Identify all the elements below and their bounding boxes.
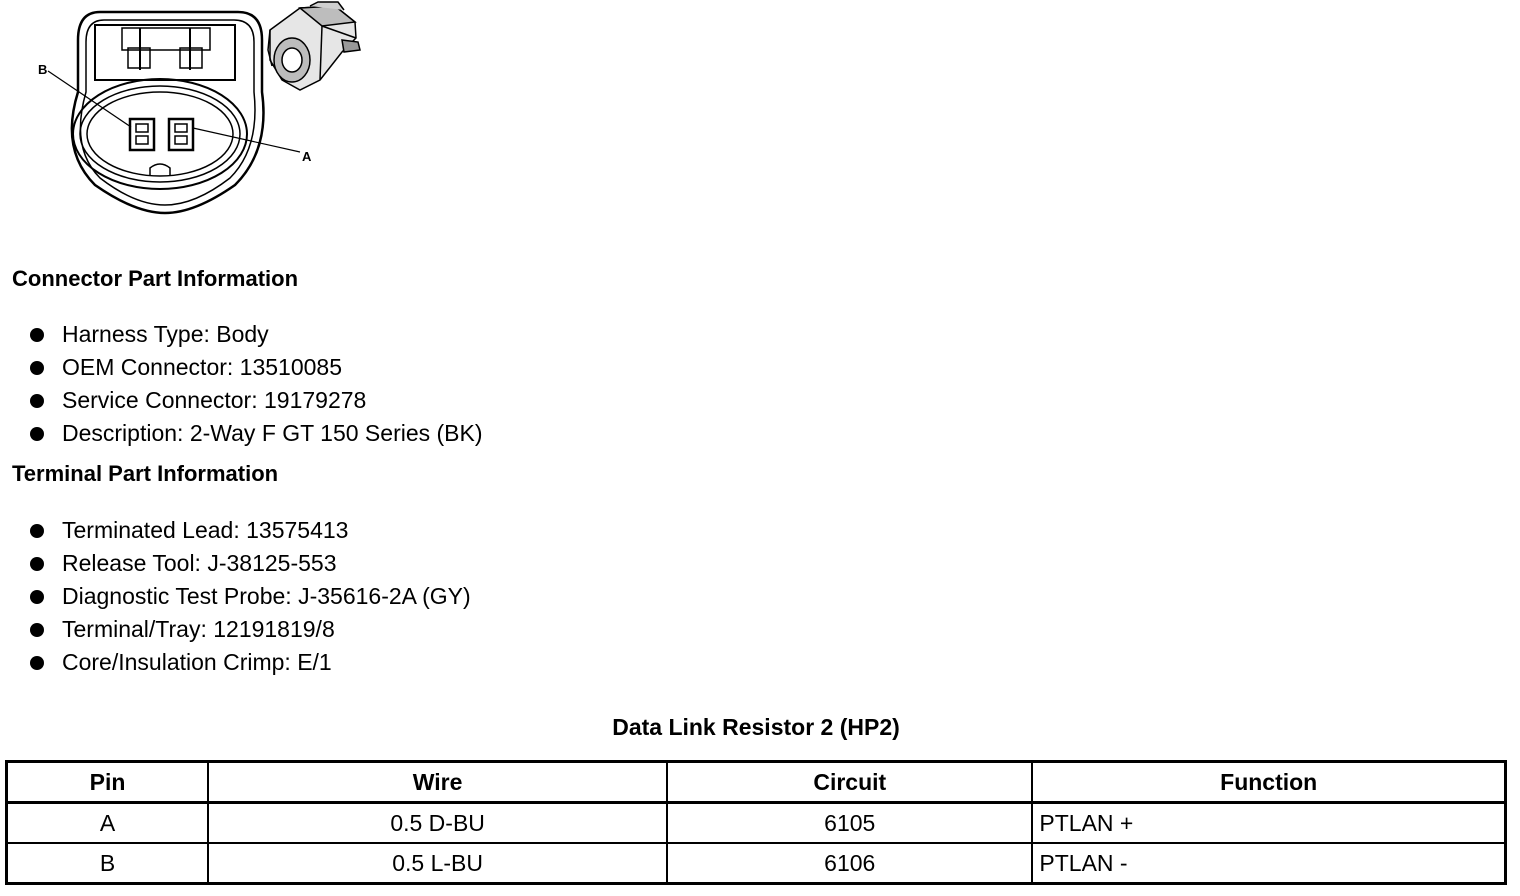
bullet-icon [30, 557, 44, 571]
list-item-text: Description: 2-Way F GT 150 Series (BK) [62, 420, 483, 446]
cell-function: PTLAN - [1032, 843, 1505, 884]
column-header-circuit: Circuit [667, 762, 1032, 803]
table-row [7, 803, 1506, 844]
list-item-text: Release Tool: J-38125-553 [62, 550, 337, 576]
table-title: Data Link Resistor 2 (HP2) [612, 714, 900, 740]
bullet-icon [30, 656, 44, 670]
connector-diagram [0, 0, 380, 225]
list-item [28, 613, 471, 646]
list-item [28, 514, 471, 547]
list-item [28, 384, 483, 417]
cell-function: PTLAN + [1032, 803, 1505, 844]
bullet-icon [30, 524, 44, 538]
list-item [28, 646, 471, 679]
column-header-wire: Wire [208, 762, 667, 803]
list-item [28, 580, 471, 613]
cell-wire: 0.5 L-BU [208, 843, 667, 884]
cell-pin: A [7, 803, 209, 844]
pin-label-a: A [302, 149, 312, 164]
terminal-part-info-heading: Terminal Part Information [12, 461, 279, 486]
list-item-text: Service Connector: 19179278 [62, 387, 367, 413]
list-item [28, 547, 471, 580]
terminal-part-info-list [28, 514, 471, 679]
bullet-icon [30, 427, 44, 441]
list-item-text: Core/Insulation Crimp: E/1 [62, 649, 332, 675]
cell-wire: 0.5 D-BU [208, 803, 667, 844]
cell-pin: B [7, 843, 209, 884]
bullet-icon [30, 590, 44, 604]
list-item-text: Harness Type: Body [62, 321, 269, 347]
connector-part-info-heading: Connector Part Information [12, 266, 299, 291]
cell-circuit: 6106 [667, 843, 1032, 884]
bullet-icon [30, 361, 44, 375]
list-item-text: Terminal/Tray: 12191819/8 [62, 616, 335, 642]
connector-isometric-icon [268, 2, 360, 90]
column-header-function: Function [1032, 762, 1505, 803]
list-item [28, 351, 483, 384]
bullet-icon [30, 623, 44, 637]
bullet-icon [30, 328, 44, 342]
pin-label-b: B [38, 62, 48, 77]
pinout-table [5, 760, 1507, 885]
list-item-text: Terminated Lead: 13575413 [62, 517, 349, 543]
list-item [28, 417, 483, 450]
table-row [7, 843, 1506, 884]
connector-face-drawing [0, 0, 380, 225]
list-item [28, 318, 483, 351]
table-header-row [7, 762, 1506, 803]
list-item-text: Diagnostic Test Probe: J-35616-2A (GY) [62, 583, 471, 609]
list-item-text: OEM Connector: 13510085 [62, 354, 343, 380]
cell-circuit: 6105 [667, 803, 1032, 844]
column-header-pin: Pin [7, 762, 209, 803]
bullet-icon [30, 394, 44, 408]
connector-part-info-list [28, 318, 483, 450]
